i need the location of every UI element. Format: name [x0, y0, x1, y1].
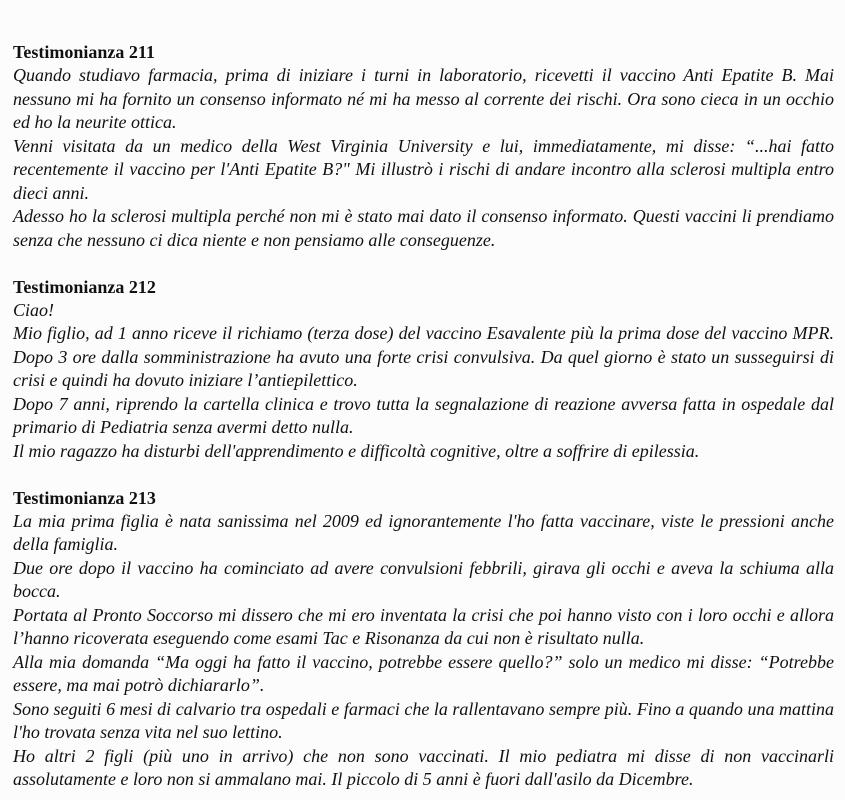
testimony-title: Testimonianza 212	[13, 276, 156, 297]
paragraph: Il mio ragazzo ha disturbi dell'apprendimento e difficoltà cognitive, oltre a soffrire di epilessia.	[13, 440, 700, 461]
paragraph: Ciao!	[13, 299, 55, 320]
paragraph: Sono seguiti 6 mesi di calvario tra ospedali e farmaci che la rallentavano sempre più. Fino a quando una mattina l'ho trovata senza vita nel suo lettino.	[13, 698, 834, 743]
testimony-title: Testimonianza 211	[13, 42, 155, 62]
paragraph: Due ore dopo il vaccino ha cominciato ad avere convulsioni febbrili, girava gli occhi e aveva la schiuma alla bocca.	[13, 557, 834, 602]
paragraph: La mia prima figlia è nata sanissima nel 2009 ed ignorantemente l'ho fatta vaccinare, viste le pressioni anche della famiglia.	[13, 511, 834, 555]
paragraph: Ho altri 2 figli (più uno in arrivo) che non sono vaccinati. Il mio pediatra mi disse di non vaccinarli assolutamente e loro non si ammalano mai. Il piccolo di 5 anni è fuori dall'asilo da Dicembre.	[13, 745, 834, 790]
paragraph: Quando studiavo farmacia, prima di iniziare i turni in laboratorio, ricevetti il vaccino Anti Epatite B. Mai nessuno mi ha fornito un consenso informato né mi ha messo al corrente dei rischi. Ora sono cieca in un occhio ed ho la neurite ottica.	[13, 65, 834, 133]
paragraph: Adesso ho la sclerosi multipla perché non mi è stato mai dato il consenso informato. Questi vaccini li prendiamo senza che nessuno ci dica niente e non pensiamo alle conseguenze.	[13, 206, 834, 250]
paragraph: Venni visitata da un medico della West Virginia University e lui, immediatamente, mi disse: “...hai fatto recentemente il vaccino per l'Anti Epatite B?" Mi illustrò i rischi di andare incontro alla sclerosi multipla entro dieci anni.	[13, 135, 834, 203]
paragraph: Mio figlio, ad 1 anno riceve il richiamo (terza dose) del vaccino Esavalente più la prima dose del vaccino MPR. Dopo 3 ore dalla somministrazione ha avuto una forte crisi convulsiva. Da quel giorno è stato un susseguirsi di crisi e quindi ha dovuto iniziare l’antiepilettico.	[13, 323, 834, 391]
testimony-213	[13, 487, 834, 792]
paragraph: Portata al Pronto Soccorso mi dissero che mi ero inventata la crisi che poi hanno visto con i loro occhi e allora l’hanno ricoverata eseguendo come esami Tac e Risonanza da cui non è risultato nulla.	[13, 604, 834, 649]
testimony-211	[13, 41, 834, 252]
testimony-title: Testimonianza 213	[13, 487, 156, 508]
paragraph: Alla mia domanda “Ma oggi ha fatto il vaccino, potrebbe essere quello?” solo un medico mi disse: “Potrebbe essere, ma mai potrò dichiararlo”.	[13, 651, 834, 696]
testimony-212	[13, 276, 834, 464]
paragraph: Dopo 7 anni, riprendo la cartella clinica e trovo tutta la segnalazione di reazione avversa fatta in ospedale dal primario di Pediatria senza avermi detto nulla.	[13, 393, 834, 438]
